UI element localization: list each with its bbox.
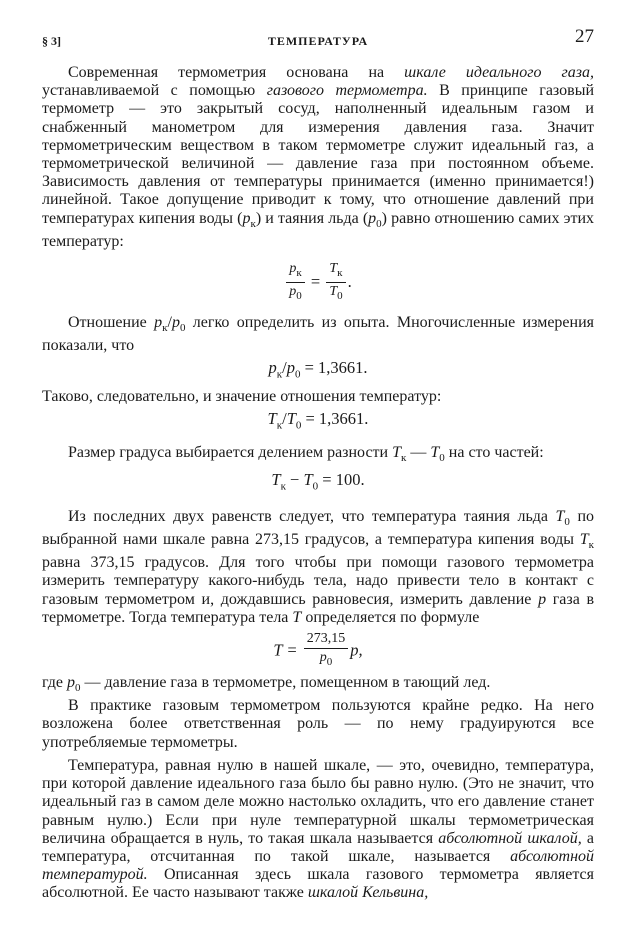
term-absolute-temperature: абсолютной температурой. <box>42 847 594 884</box>
term-ideal-gas-scale: шкале идеального газа, <box>404 64 595 81</box>
term-kelvin-scale: шкалой Кельвина, <box>307 884 429 902</box>
paragraph-gas-thermometer: Современная термометрия основана на шкале идеального газа, устанавливаемой с помощью газового термометра. В принципе газовый термометр — это закрытый сосуд, наполненный идеальным газом и снабженный манометром для измерения давления газа. Значит термометрическим веществом в таком термометре служит идеальный газ, а термометрической величиной — давление газа при постоянном объеме. Зависимость давления от температуры принимается (именно принимается!) линейной. Такое допущение приводит к тому, что отношение давлений при температурах кипения воды $(p_к)$ и таяния льда $(p_0)$ равно отношению самих этих температур: <box>42 64 595 251</box>
page-body <box>42 64 594 903</box>
formula-pressure-temperature-ratio: $\frac{p_к}{p_0}$ = $\frac{T_к}{T_0}$ . <box>42 261 594 304</box>
term-absolute-scale: абсолютной шкалой, <box>438 829 582 847</box>
paragraph-measurement-procedure: Из последних двух равенств следует, что температура таяния льда $T_0$ по выбранной нами шкале равна 273,15 градусов, а температура кипения воды $T_к$ равна 373,15 градусов. Для того чтобы при помощи газового термометра измерить температуру какого-нибудь тела, надо привести тело в контакт с газовым термометром и, дождавшись равновесия, измерить давление p газа в термометре. Тогда температура тела T определяется по формуле <box>42 507 595 626</box>
formula-temperature-ratio-value: $T_к/T_0 = 1,3661$. <box>267 409 369 432</box>
formula-pressure-ratio-value: $p_к/p_0 = 1,3661$. <box>268 358 368 381</box>
page-number: 27 <box>575 26 594 47</box>
paragraph-pressure-ratio: Отношение $p_к/p_0$ легко определить из опыта. Многочисленные измерения показали, что <box>42 313 594 355</box>
paragraph-degree-size: Размер градуса выбирается делением разности $T_к$ — $T_0$ на сто частей: <box>68 443 544 464</box>
formula-temperature-difference: $T_к - T_0 = 100$. <box>271 470 365 493</box>
term-gas-thermometer: газового термометра. <box>266 82 428 100</box>
running-title: ТЕМПЕРАТУРА <box>267 34 369 48</box>
page-header <box>42 26 594 52</box>
paragraph-where-p0: где $p_0$ — давление газа в термометре, помещенном в тающий лед. <box>42 673 491 695</box>
paragraph-temperature-ratio: Таково, следовательно, и значение отношения температур: <box>42 387 442 405</box>
formula-temperature-from-pressure: T = $\frac{273,15}{p_0}$ p, <box>273 631 363 668</box>
paragraph-absolute-scale: Температура, равная нулю в нашей шкале, — это, очевидно, температура, при которой давление идеального газа было бы равно нулю. (Это не значит, что идеальный газ в самом деле можно настолько охладить, что его давление станет равным нулю.) Если при нуле температурной шкалы термометрическая величина обращается в нуль, то такая шкала называется абсолютной шкалой, а температура, отсчитанная по такой шкале, называется абсолютной температурой. Описанная здесь шкала газового термометра является абсолютной. Ее часто называют также шкалой Кельвина, <box>42 756 595 902</box>
paragraph-practice: В практике газовым термометром пользуются крайне редко. На него возложена более ответственная роль — по нему градуируются все употребляемые термометры. <box>42 697 594 751</box>
section-marker: § 3] <box>42 34 61 48</box>
